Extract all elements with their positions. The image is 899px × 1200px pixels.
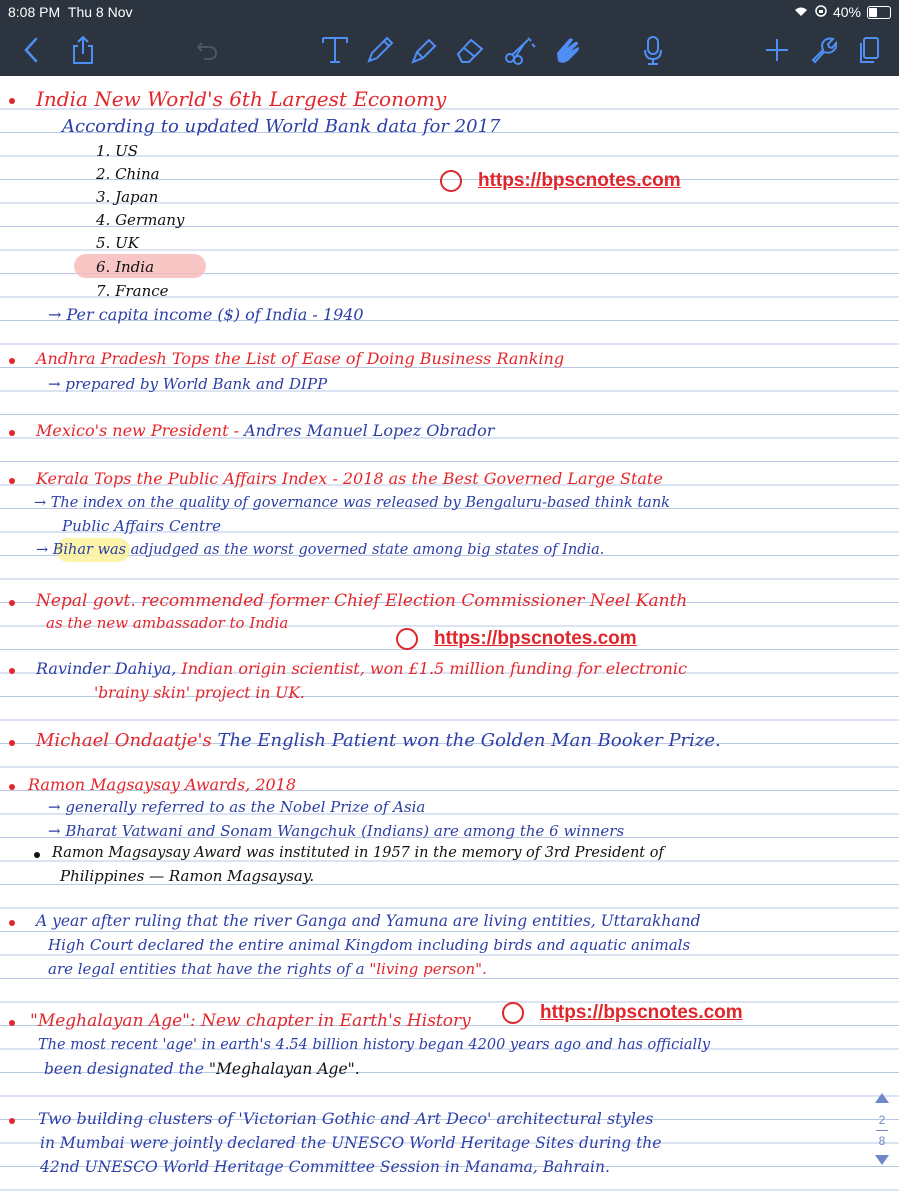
rank-item: 5. UK bbox=[96, 234, 139, 252]
note-heading: Ramon Magsaysay Awards, 2018 bbox=[28, 775, 297, 794]
page-up-icon[interactable] bbox=[874, 1092, 890, 1107]
bullet bbox=[9, 600, 15, 606]
note-line: Philippines — Ramon Magsaysay. bbox=[60, 867, 315, 885]
watermark-text: https://bpscnotes.com bbox=[478, 170, 681, 191]
bullet bbox=[9, 430, 15, 436]
note-line: → generally referred to as the Nobel Prize of Asia bbox=[48, 798, 426, 816]
bullet bbox=[9, 740, 15, 746]
page-down-icon[interactable] bbox=[874, 1154, 890, 1169]
note-text: Michael Ondaatje's bbox=[36, 730, 218, 751]
rank-item: 6. India bbox=[96, 258, 155, 276]
pages-icon[interactable] bbox=[854, 28, 884, 72]
note-text: "Meghalayan Age". bbox=[208, 1060, 360, 1078]
watermark-link[interactable] bbox=[440, 170, 681, 192]
battery-icon bbox=[867, 6, 891, 19]
note-line: Public Affairs Centre bbox=[62, 517, 222, 535]
note-line: → The index on the quality of governance was released by Bengaluru-based think tank bbox=[34, 495, 670, 511]
watermark-text: https://bpscnotes.com bbox=[434, 628, 637, 649]
note-text: Ravinder Dahiya, bbox=[36, 659, 182, 678]
bullet bbox=[34, 852, 40, 858]
note-line: 42nd UNESCO World Heritage Committee Session in Manama, Bahrain. bbox=[40, 1158, 610, 1176]
status-time-date bbox=[8, 4, 133, 20]
bullet bbox=[9, 1118, 15, 1124]
add-icon[interactable] bbox=[762, 28, 792, 72]
page-current: 2 bbox=[878, 1113, 886, 1127]
bullet bbox=[9, 1020, 15, 1026]
circle-icon bbox=[396, 628, 418, 650]
note-line: as the new ambassador to India bbox=[46, 614, 289, 632]
note-line: Two building clusters of 'Victorian Gothic and Art Deco' architectural styles bbox=[38, 1109, 654, 1128]
circle-icon bbox=[502, 1002, 524, 1024]
note-heading bbox=[36, 730, 721, 752]
eraser-icon[interactable] bbox=[452, 28, 488, 72]
note-heading: Andhra Pradesh Tops the List of Ease of Doing Business Ranking bbox=[36, 349, 565, 368]
bullet bbox=[9, 920, 15, 926]
note-heading: Kerala Tops the Public Affairs Index - 2018 as the Best Governed Large State bbox=[36, 469, 663, 488]
note-heading bbox=[36, 420, 494, 442]
note-heading: India New World's 6th Largest Economy bbox=[36, 87, 447, 111]
note-text: "living person". bbox=[369, 960, 487, 978]
page-divider bbox=[876, 1130, 888, 1131]
microphone-icon[interactable] bbox=[638, 28, 668, 72]
bullet bbox=[9, 668, 15, 674]
note-line: High Court declared the entire animal Kingdom including birds and aquatic animals bbox=[48, 936, 691, 954]
battery-percent: 40% bbox=[832, 4, 861, 20]
circle-icon bbox=[440, 170, 462, 192]
highlighter-icon[interactable] bbox=[406, 28, 442, 72]
note-line: The most recent 'age' in earth's 4.54 billion history began 4200 years ago and has officially bbox=[38, 1037, 711, 1053]
note-line bbox=[36, 539, 604, 561]
bullet bbox=[9, 784, 15, 790]
note-text: Mexico's new President - bbox=[36, 421, 245, 440]
note-text: was adjudged as the worst governed state among big states of India. bbox=[92, 542, 605, 558]
watermark-text: https://bpscnotes.com bbox=[540, 1002, 743, 1023]
note-line: → Per capita income ($) of India - 1940 bbox=[48, 305, 364, 324]
wifi-icon bbox=[793, 4, 809, 20]
rank-item: 4. Germany bbox=[96, 211, 185, 229]
note-text: are legal entities that have the rights of a bbox=[48, 960, 370, 978]
bullet bbox=[9, 358, 15, 364]
note-line: → Bharat Vatwani and Sonam Wangchuk (Indians) are among the 6 winners bbox=[48, 822, 625, 840]
note-line: According to updated World Bank data for 2017 bbox=[62, 116, 501, 137]
wrench-icon[interactable] bbox=[806, 28, 840, 72]
page-indicator[interactable] bbox=[870, 1092, 894, 1172]
lasso-scissors-icon[interactable] bbox=[500, 28, 540, 72]
note-text: → Bihar bbox=[36, 542, 93, 558]
bullet bbox=[9, 478, 15, 484]
note-heading: Nepal govt. recommended former Chief Election Commissioner Neel Kanth bbox=[36, 591, 688, 611]
page-total: 8 bbox=[878, 1134, 886, 1148]
pen-icon[interactable] bbox=[362, 28, 398, 72]
note-text: Andres Manuel Lopez Obrador bbox=[244, 421, 495, 440]
status-time: 8:08 PM bbox=[8, 4, 61, 20]
note-text: Indian origin scientist, won £1.5 million funding for electronic bbox=[181, 659, 687, 678]
back-icon[interactable] bbox=[16, 28, 46, 72]
top-toolbar bbox=[0, 0, 899, 76]
note-line bbox=[44, 1058, 360, 1080]
watermark-link[interactable] bbox=[502, 1002, 743, 1024]
status-date: Thu 8 Nov bbox=[67, 4, 133, 20]
status-right bbox=[793, 4, 891, 20]
note-line: 'brainy skin' project in UK. bbox=[94, 684, 305, 702]
lock-rotation-icon bbox=[815, 4, 827, 20]
text-tool-icon[interactable] bbox=[318, 28, 352, 72]
note-text: The English Patient won the Golden Man Booker Prize. bbox=[217, 730, 721, 751]
status-bar bbox=[0, 0, 899, 24]
note-heading bbox=[36, 658, 687, 680]
watermark-link[interactable] bbox=[396, 628, 637, 650]
rank-item: 1. US bbox=[96, 142, 138, 160]
note-heading: "Meghalayan Age": New chapter in Earth's History bbox=[30, 1011, 471, 1031]
share-icon[interactable] bbox=[66, 28, 100, 72]
bullet bbox=[9, 98, 15, 104]
note-line bbox=[48, 958, 487, 980]
note-line: → prepared by World Bank and DIPP bbox=[48, 375, 328, 393]
note-line: A year after ruling that the river Ganga and Yamuna are living entities, Uttarakhand bbox=[36, 912, 701, 930]
rank-item: 2. China bbox=[96, 165, 160, 183]
note-text: been designated the bbox=[44, 1060, 209, 1078]
undo-icon[interactable] bbox=[192, 28, 222, 72]
note-line: in Mumbai were jointly declared the UNESCO World Heritage Sites during the bbox=[40, 1134, 662, 1152]
hand-icon[interactable] bbox=[546, 28, 586, 72]
note-line: Ramon Magsaysay Award was instituted in 1957 in the memory of 3rd President of bbox=[52, 845, 664, 861]
notebook-page[interactable] bbox=[0, 76, 899, 1200]
rank-item: 3. Japan bbox=[96, 188, 159, 206]
rank-item: 7. France bbox=[96, 282, 169, 300]
